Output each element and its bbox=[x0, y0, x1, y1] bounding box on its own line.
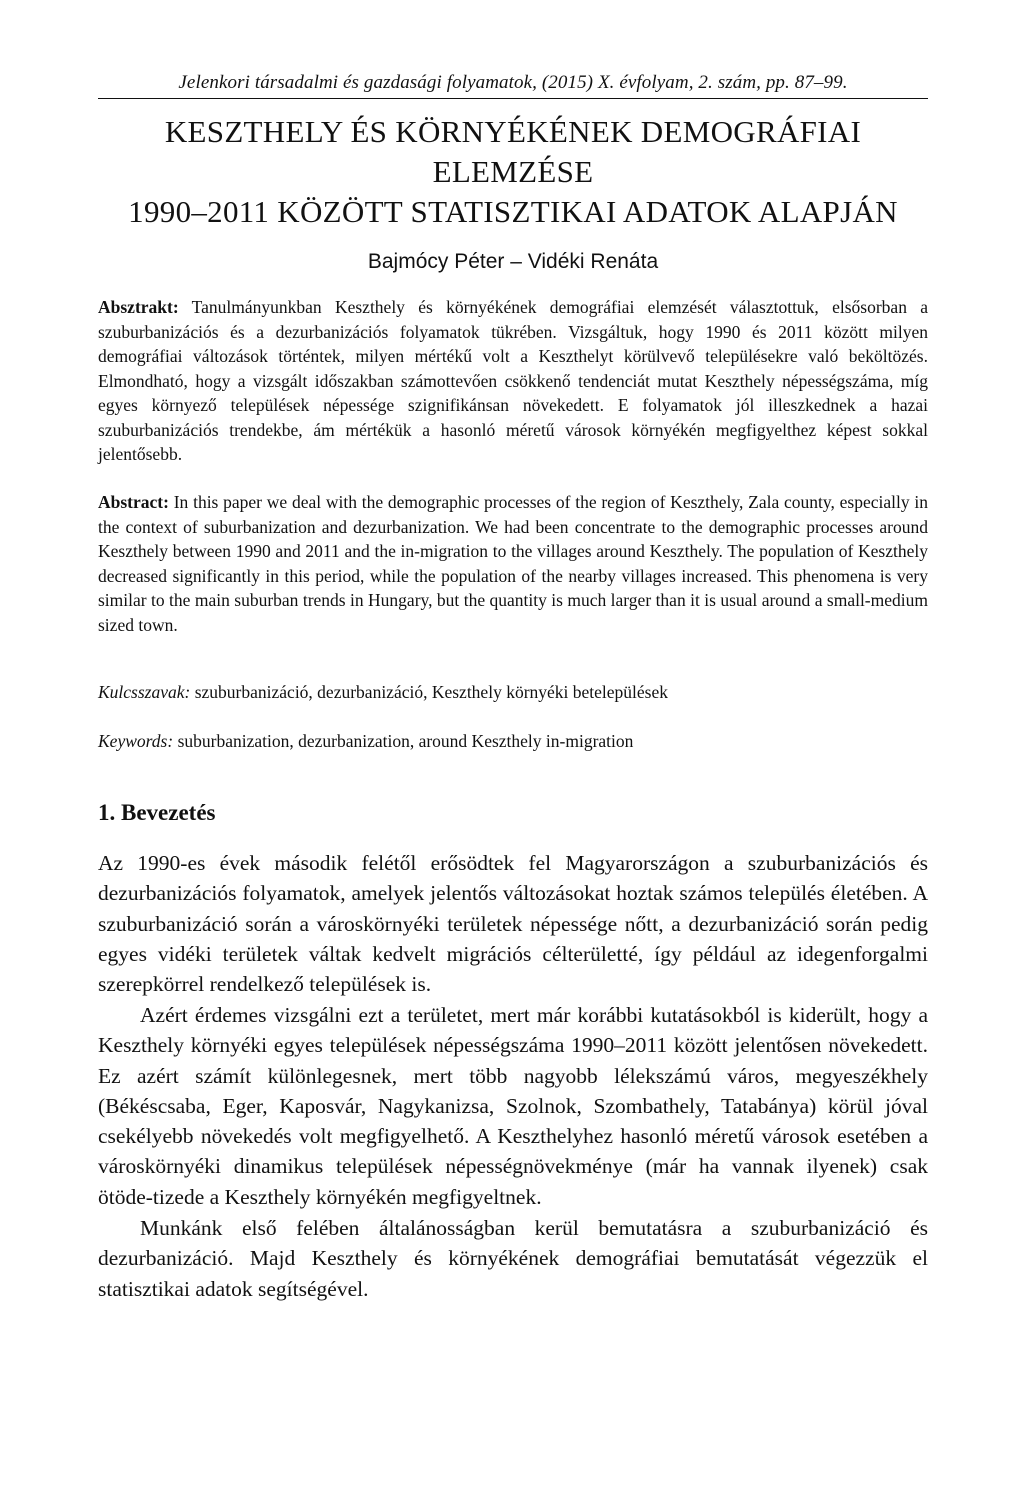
authors: Bajmócy Péter – Vidéki Renáta bbox=[367, 250, 659, 273]
keywords-english bbox=[98, 729, 928, 754]
keywords-hu-label: Kulcsszavak: bbox=[98, 682, 191, 702]
title-line-2: ELEMZÉSE bbox=[432, 154, 594, 189]
section-heading: 1. Bevezetés bbox=[98, 800, 216, 825]
body-paragraph-2: Azért érdemes vizsgálni ezt a területet, mert már korábbi kutatásokból is kiderült, hogy a Keszthely környéki egyes települések népességszáma 1990–2011 között jelentősen növekedett. Ez azért számít különlegesnek, mert több nagyobb lélekszámú város, megyeszékhely (Békéscsaba, Eger, Kaposvár, Nagykanizsa, Szolnok, Szombathely, Tatabánya) körül jóval csekélyebb növekedés volt megfigyelhető. A Keszthelyhez hasonló méretű városok esetében a városkörnyéki dinamikus települések népességnövekménye (már ha vannak ilyenek) csak ötöde-tizede a Keszthely környékén megfigyeltnek. bbox=[98, 1003, 928, 1209]
title-line-3: 1990–2011 KÖZÖTT STATISZTIKAI ADATOK ALAPJÁN bbox=[128, 194, 898, 229]
abstract-hu-text: Tanulmányunkban Keszthely és környékének demográfiai elemzését választottuk, elsősorban a szuburbanizációs és a dezurbanizációs folyamatok tükrében. Vizsgáltuk, hogy 1990 és 2011 között milyen demográfiai változások történtek, milyen mértékű volt a Keszthelyt körülvevő településekre való beköltözés. Elmondható, hogy a vizsgált időszakban számottevően csökkenő tendenciát mutat Keszthely népességszáma, míg egyes környező települések népessége szignifikánsan növekedett. E folyamatok jól illeszkednek a hazai szuburbanizációs trendekbe, ám mértékük a hasonló méretű városok környékén megfigyelthez képest sokkal jelentősebb. bbox=[98, 297, 929, 464]
body-paragraph-3: Munkánk első felében általánosságban kerül bemutatásra a szuburbanizáció és dezurbanizáció. Majd Keszthely és környékének demográfiai bemutatását végezzük el statisztikai adatok segítségével. bbox=[98, 1216, 928, 1301]
abstract-en-text: In this paper we deal with the demographic processes of the region of Keszthely, Zala county, especially in the context of suburbanization and dezurbanization. We had been concentrate to the demographic processes around Keszthely between 1990 and 2011 and the in-migration to the villages around Keszthely. The population of Keszthely decreased significantly in this period, while the population of the nearby villages increased. This phenomena is very similar to the main suburban trends in Hungary, but the quantity is much larger than it is usual around a small-medium sized town. bbox=[98, 492, 929, 635]
abstract-hungarian bbox=[98, 295, 928, 467]
abstract-english bbox=[98, 490, 928, 637]
running-head: Jelenkori társadalmi és gazdasági folyamatok, (2015) X. évfolyam, 2. szám, pp. 87–99. bbox=[178, 72, 848, 93]
abstract-en-label: Abstract: bbox=[98, 492, 169, 512]
keywords-en-text: suburbanization, dezurbanization, around Keszthely in-migration bbox=[177, 731, 634, 751]
abstract-hu-label: Absztrakt: bbox=[98, 297, 179, 317]
keywords-hu-text: szuburbanizáció, dezurbanizáció, Keszthely környéki betelepülések bbox=[194, 682, 669, 702]
body-paragraph-1: Az 1990-es évek második felétől erősödtek fel Magyarországon a szuburbanizációs és dezurbanizációs folyamatok, amelyek jelentős változásokat hoztak számos település életében. A szuburbanizáció során a városkörnyéki területek népessége nőtt, a dezurbanizáció során pedig egyes vidéki területek váltak kedvelt migrációs célterületté, így például az idegenforgalmi szerepkörrel rendelkező települések is. bbox=[98, 851, 928, 997]
header-rule bbox=[98, 98, 928, 99]
article-title bbox=[98, 112, 928, 232]
keywords-en-label: Keywords: bbox=[98, 731, 174, 751]
title-line-1: KESZTHELY ÉS KÖRNYÉKÉNEK DEMOGRÁFIAI bbox=[164, 114, 862, 149]
keywords-hungarian bbox=[98, 680, 928, 705]
